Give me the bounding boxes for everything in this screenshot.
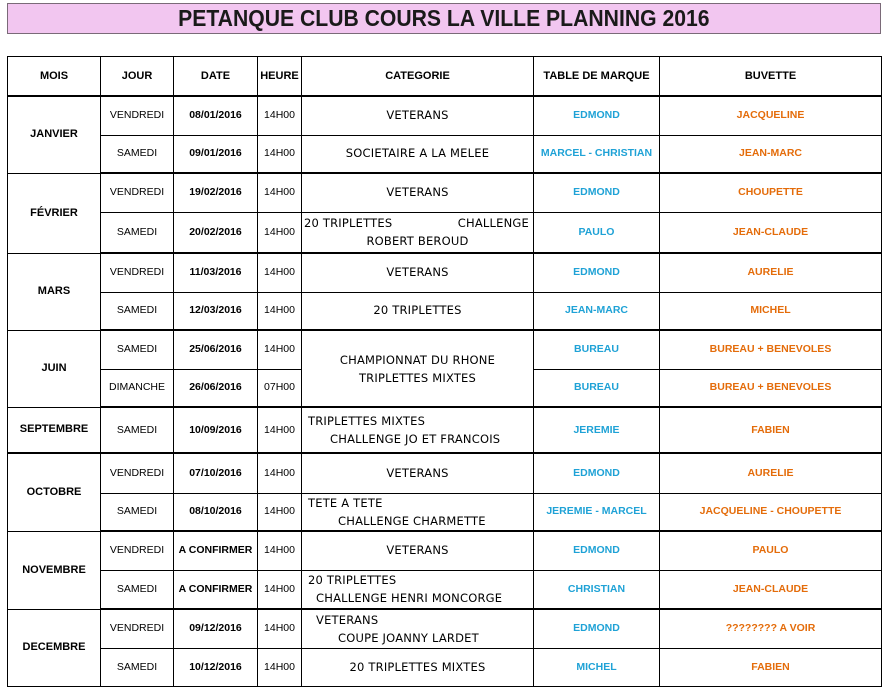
table-marque-cell: BUREAU	[534, 369, 660, 407]
categorie-cell: SOCIETAIRE A LA MELEE	[302, 135, 534, 173]
categorie-cell: 20 TRIPLETTES	[302, 292, 534, 330]
table-marque-cell: BUREAU	[534, 330, 660, 369]
buvette-cell: AURELIE	[660, 253, 882, 292]
table-row	[8, 212, 882, 253]
table-row	[8, 173, 882, 212]
month-cell: OCTOBRE	[8, 453, 101, 531]
jour-cell: VENDREDI	[101, 453, 174, 493]
categorie-text: 20 TRIPLETTES	[308, 573, 397, 588]
table-marque-cell: CHRISTIAN	[534, 570, 660, 609]
jour-cell: VENDREDI	[101, 173, 174, 212]
buvette-cell: FABIEN	[660, 407, 882, 453]
table-row	[8, 609, 882, 648]
categorie-cell	[302, 570, 534, 609]
buvette-cell: BUREAU + BENEVOLES	[660, 330, 882, 369]
table-marque-cell: JEREMIE - MARCEL	[534, 493, 660, 531]
date-cell: 20/02/2016	[174, 212, 258, 253]
heure-cell: 14H00	[258, 135, 302, 173]
table-row	[8, 407, 882, 453]
table-row	[8, 531, 882, 570]
heure-cell: 14H00	[258, 453, 302, 493]
heure-cell: 07H00	[258, 369, 302, 407]
heure-cell: 14H00	[258, 407, 302, 453]
table-row	[8, 493, 882, 531]
date-cell: 09/12/2016	[174, 609, 258, 648]
heure-cell: 14H00	[258, 173, 302, 212]
buvette-cell: JACQUELINE - CHOUPETTE	[660, 493, 882, 531]
table-marque-cell: MARCEL - CHRISTIAN	[534, 135, 660, 173]
heure-cell: 14H00	[258, 570, 302, 609]
jour-cell: SAMEDI	[101, 493, 174, 531]
date-cell: 09/01/2016	[174, 135, 258, 173]
table-row	[8, 135, 882, 173]
date-cell: 10/09/2016	[174, 407, 258, 453]
page-title-text: PETANQUE CLUB COURS LA VILLE PLANNING 2016	[178, 5, 710, 31]
heure-cell: 14H00	[258, 531, 302, 570]
categorie-cell: VETERANS	[302, 453, 534, 493]
jour-cell: VENDREDI	[101, 609, 174, 648]
table-marque-cell: EDMOND	[534, 253, 660, 292]
heure-cell: 14H00	[258, 253, 302, 292]
header-categorie: CATEGORIE	[302, 57, 534, 97]
date-cell: 26/06/2016	[174, 369, 258, 407]
table-marque-cell: PAULO	[534, 212, 660, 253]
categorie-cell	[302, 330, 534, 407]
categorie-cell: VETERANS	[302, 96, 534, 135]
buvette-cell: JACQUELINE	[660, 96, 882, 135]
buvette-cell: JEAN-CLAUDE	[660, 570, 882, 609]
categorie-text: TETE A TETE	[308, 495, 383, 510]
categorie-text: 20 TRIPLETTES	[304, 216, 393, 231]
date-cell: 10/12/2016	[174, 648, 258, 686]
planning-table	[7, 56, 882, 687]
table-row	[8, 330, 882, 369]
table-marque-cell: EDMOND	[534, 609, 660, 648]
table-row	[8, 648, 882, 686]
table-marque-cell: EDMOND	[534, 96, 660, 135]
categorie-text: TRIPLETTES MIXTES	[308, 414, 426, 428]
page-title	[7, 3, 881, 34]
heure-cell: 14H00	[258, 648, 302, 686]
categorie-cell: 20 TRIPLETTES MIXTES	[302, 648, 534, 686]
buvette-cell: JEAN-MARC	[660, 135, 882, 173]
jour-cell: DIMANCHE	[101, 369, 174, 407]
buvette-cell: JEAN-CLAUDE	[660, 212, 882, 253]
table-row	[8, 96, 882, 135]
header-table-de-marque: TABLE DE MARQUE	[534, 57, 660, 97]
categorie-text: CHALLENGE JO ET FRANCOIS	[330, 432, 501, 446]
month-cell: DECEMBRE	[8, 609, 101, 686]
month-cell: JANVIER	[8, 96, 101, 173]
month-cell: NOVEMBRE	[8, 531, 101, 609]
categorie-line-1	[302, 214, 533, 232]
date-cell: A CONFIRMER	[174, 531, 258, 570]
month-cell: MARS	[8, 253, 101, 330]
month-cell: FÉVRIER	[8, 173, 101, 253]
date-cell: 07/10/2016	[174, 453, 258, 493]
table-row	[8, 292, 882, 330]
month-cell: SEPTEMBRE	[8, 407, 101, 453]
buvette-cell: AURELIE	[660, 453, 882, 493]
heure-cell: 14H00	[258, 493, 302, 531]
categorie-cell: VETERANS	[302, 173, 534, 212]
categorie-text: CHALLENGE	[457, 216, 529, 231]
categorie-cell	[302, 212, 534, 253]
month-cell: JUIN	[8, 330, 101, 407]
date-cell: A CONFIRMER	[174, 570, 258, 609]
jour-cell: SAMEDI	[101, 570, 174, 609]
buvette-cell: MICHEL	[660, 292, 882, 330]
table-marque-cell: MICHEL	[534, 648, 660, 686]
heure-cell: 14H00	[258, 292, 302, 330]
table-marque-cell: EDMOND	[534, 453, 660, 493]
categorie-cell	[302, 407, 534, 453]
table-marque-cell: EDMOND	[534, 531, 660, 570]
header-row	[8, 57, 882, 97]
heure-cell: 14H00	[258, 96, 302, 135]
categorie-text: VETERANS	[316, 612, 379, 627]
table-row	[8, 453, 882, 493]
jour-cell: SAMEDI	[101, 330, 174, 369]
heure-cell: 14H00	[258, 609, 302, 648]
heure-cell: 14H00	[258, 330, 302, 369]
header-date: DATE	[174, 57, 258, 97]
table-marque-cell: JEAN-MARC	[534, 292, 660, 330]
header-jour: JOUR	[101, 57, 174, 97]
jour-cell: SAMEDI	[101, 648, 174, 686]
jour-cell: SAMEDI	[101, 407, 174, 453]
date-cell: 08/01/2016	[174, 96, 258, 135]
jour-cell: VENDREDI	[101, 96, 174, 135]
header-heure: HEURE	[258, 57, 302, 97]
header-mois: MOIS	[8, 57, 101, 97]
date-cell: 12/03/2016	[174, 292, 258, 330]
jour-cell: SAMEDI	[101, 135, 174, 173]
categorie-text: COUPE JOANNY LARDET	[338, 630, 479, 645]
categorie-text: CHALLENGE CHARMETTE	[338, 513, 486, 528]
date-cell: 25/06/2016	[174, 330, 258, 369]
table-marque-cell: JEREMIE	[534, 407, 660, 453]
table-marque-cell: EDMOND	[534, 173, 660, 212]
categorie-text: ROBERT BEROUD	[366, 234, 469, 249]
buvette-cell: ???????? A VOIR	[660, 609, 882, 648]
categorie-text: CHALLENGE HENRI MONCORGE	[316, 591, 503, 606]
header-buvette: BUVETTE	[660, 57, 882, 97]
categorie-cell: VETERANS	[302, 531, 534, 570]
buvette-cell: PAULO	[660, 531, 882, 570]
categorie-cell	[302, 609, 534, 648]
categorie-text: CHAMPIONNAT DU RHONE	[339, 352, 496, 367]
date-cell: 19/02/2016	[174, 173, 258, 212]
buvette-cell: BUREAU + BENEVOLES	[660, 369, 882, 407]
heure-cell: 14H00	[258, 212, 302, 253]
buvette-cell: FABIEN	[660, 648, 882, 686]
jour-cell: VENDREDI	[101, 531, 174, 570]
jour-cell: SAMEDI	[101, 212, 174, 253]
table-row	[8, 253, 882, 292]
buvette-cell: CHOUPETTE	[660, 173, 882, 212]
date-cell: 11/03/2016	[174, 253, 258, 292]
jour-cell: SAMEDI	[101, 292, 174, 330]
jour-cell: VENDREDI	[101, 253, 174, 292]
categorie-cell	[302, 493, 534, 531]
categorie-cell: VETERANS	[302, 253, 534, 292]
table-row	[8, 570, 882, 609]
categorie-text: TRIPLETTES MIXTES	[358, 370, 477, 385]
date-cell: 08/10/2016	[174, 493, 258, 531]
